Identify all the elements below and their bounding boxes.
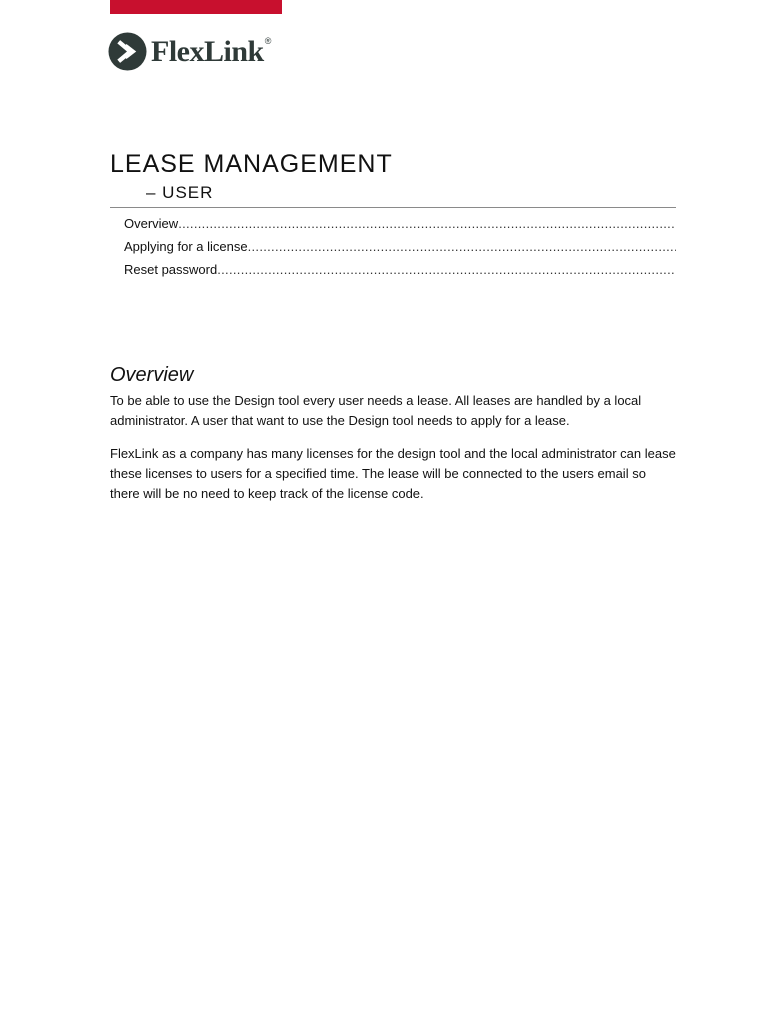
toc-dot-leader: [178, 215, 676, 233]
document-title: LEASE MANAGEMENT: [110, 150, 393, 178]
toc-entry-label: Applying for a license: [124, 239, 248, 254]
toc-entry-applying-for-a-license[interactable]: [124, 238, 676, 261]
section-heading-overview: Overview: [110, 364, 194, 386]
logo-wordmark: FlexLink: [151, 35, 264, 68]
overview-paragraph: To be able to use the Design tool every user needs a lease. All leases are handled by a local administrator. A user that want to use the Design tool needs to apply for a lease.: [110, 393, 642, 428]
toc-dot-leader: [217, 261, 676, 279]
toc-entry-overview[interactable]: [124, 215, 676, 238]
toc-dot-leader: [248, 238, 676, 256]
overview-paragraph: FlexLink as a company has many licenses for the design tool and the local administrator can lease these licenses to users for a specified time. The lease will be connected to the users email so there will be no need to keep track of the license code.: [110, 446, 676, 501]
table-of-contents: [124, 215, 676, 284]
toc-entry-label: Overview: [124, 216, 179, 231]
registered-mark: ®: [264, 36, 272, 46]
brand-color-bar: [110, 0, 282, 14]
flexlink-logo: [108, 31, 271, 71]
toc-entry-label: Reset password: [124, 262, 218, 277]
document-subtitle: – USER: [146, 183, 214, 202]
title-divider: [110, 207, 676, 208]
toc-entry-reset-password[interactable]: [124, 261, 676, 284]
flexlink-logo-icon: [108, 32, 147, 71]
